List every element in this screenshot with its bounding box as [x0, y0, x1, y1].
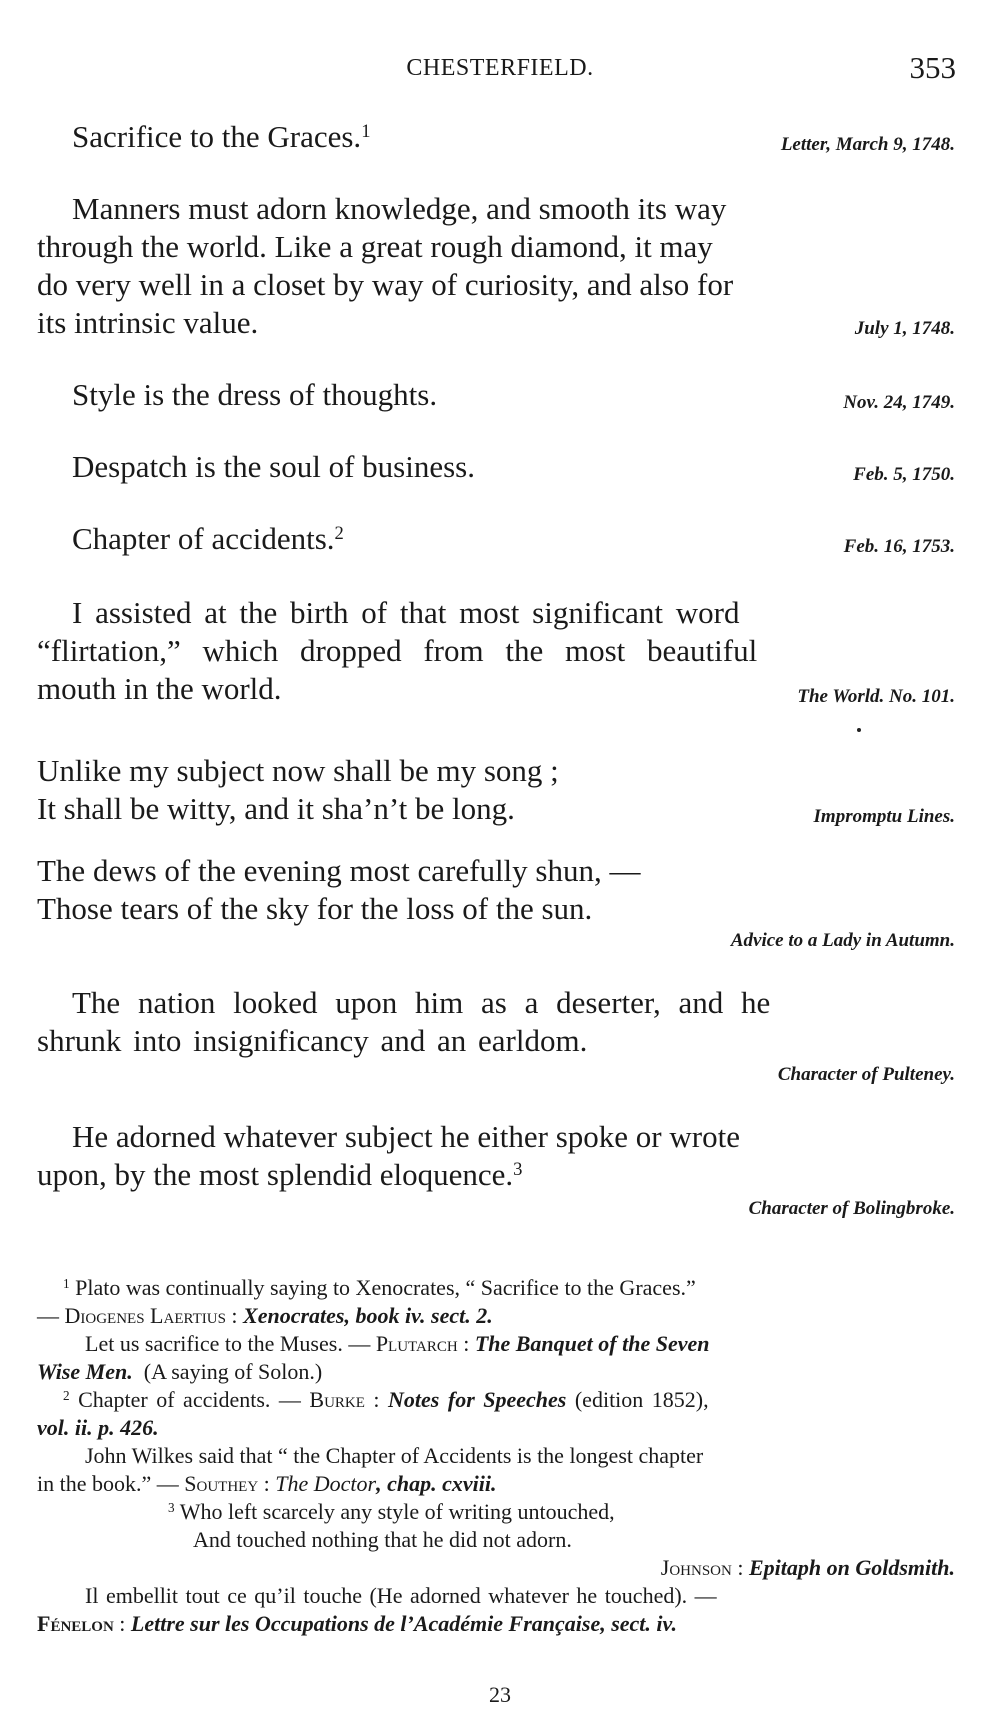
footnote-3b-citation: [37, 1610, 677, 1638]
footnote-ref[interactable]: 3: [513, 1158, 523, 1180]
footnote-mark: 1: [63, 1275, 70, 1291]
footnote-3-citation: [661, 1554, 955, 1582]
quote-line: He adorned whatever subject he either spoke or wrote: [72, 1119, 740, 1154]
colon: :: [731, 1555, 749, 1580]
quote-line: Unlike my subject now shall be my song ;: [37, 753, 559, 788]
footnote-ref[interactable]: 1: [361, 120, 371, 142]
page-number: 353: [909, 50, 956, 85]
colon: :: [457, 1331, 475, 1356]
quote-line: Manners must adorn knowledge, and smooth its way: [72, 191, 727, 226]
colon: :: [225, 1303, 244, 1328]
footnote-3-line2: And touched nothing that he did not adorn.: [193, 1527, 572, 1552]
quote-source: Feb. 5, 1750.: [853, 464, 955, 485]
quote-source: The World. No. 101.: [797, 686, 955, 707]
quote-line: Those tears of the sky for the loss of the sun.: [37, 891, 593, 926]
work-title: The Doctor: [275, 1471, 377, 1496]
header-title: CHESTERFIELD.: [406, 55, 594, 81]
work-title: The Banquet of the Seven: [474, 1331, 710, 1356]
work-title: Xenocrates, book iv. sect. 2.: [243, 1303, 493, 1328]
quote-source: July 1, 1748.: [854, 318, 955, 339]
author: Johnson: [660, 1555, 732, 1580]
quote-source: Advice to a Lady in Autumn.: [730, 930, 955, 951]
quote-source: Feb. 16, 1753.: [843, 536, 955, 557]
footnote-text: Who left scarcely any style of writing untouched,: [179, 1499, 615, 1524]
footnote-2-line: [63, 1386, 709, 1414]
footnote-2b-line: John Wilkes said that “ the Chapter of Accidents is the longest chapter: [85, 1443, 704, 1468]
quote-line: through the world. Like a great rough diamond, it may: [37, 229, 713, 264]
colon: :: [258, 1471, 276, 1496]
footnote-3-line: [168, 1498, 615, 1526]
quote-source: Letter, March 9, 1748.: [780, 134, 955, 155]
work-title: Epitaph on Goldsmith.: [748, 1555, 955, 1580]
footnote-text: in the book.” —: [37, 1471, 179, 1496]
footnote-1b-line: [85, 1330, 709, 1358]
quote-source: Character of Bolingbroke.: [748, 1198, 955, 1219]
chapter: , chap. cxviii.: [376, 1471, 497, 1496]
quote-line: “flirtation,” which dropped from the most beautiful: [37, 633, 758, 668]
author: Southey: [184, 1471, 259, 1496]
quote-line: upon, by the most splendid eloquence.: [37, 1157, 514, 1192]
footnote-3b-line: Il embellit tout ce qu’il touche (He adorned whatever he touched). —: [85, 1583, 717, 1608]
quote-text: [37, 1156, 522, 1194]
quote-source: Nov. 24, 1749.: [843, 392, 955, 413]
quote-text: Despatch is the soul of business.: [72, 449, 475, 484]
footnote-text: (A saying of Solon.): [143, 1359, 323, 1384]
author: Diogenes Laertius: [64, 1303, 226, 1328]
work-title: Wise Men.: [37, 1359, 133, 1384]
footnote-1-line: [63, 1274, 696, 1302]
author: Plutarch: [375, 1331, 458, 1356]
footnote-text: (edition 1852),: [574, 1387, 709, 1412]
quote-line: It shall be witty, and it sha’n’t be long.: [37, 791, 515, 826]
footnote-mark: 3: [168, 1499, 175, 1515]
quote-line: Sacrifice to the Graces.: [72, 119, 362, 154]
work-title: Lettre sur les Occupations de l’Académie Française, sect. iv.: [130, 1611, 677, 1636]
quote-line: Chapter of accidents.: [72, 521, 335, 556]
footnote-2b-line2: [37, 1470, 496, 1498]
stray-dot: [857, 728, 861, 732]
work-title: Notes for Speeches: [388, 1387, 567, 1412]
author: Fénelon: [37, 1611, 114, 1636]
quote-source: Impromptu Lines.: [813, 806, 955, 827]
footnote-text: Chapter of accidents. —: [78, 1387, 301, 1412]
footnote-mark: 2: [63, 1387, 70, 1403]
quote-line: do very well in a closet by way of curiosity, and also for: [37, 267, 734, 302]
quote-text: [72, 520, 344, 558]
footnote-text: Plato was continually saying to Xenocrates, “ Sacrifice to the Graces.”: [75, 1275, 696, 1300]
dash: —: [37, 1303, 59, 1328]
footnote-1b-line2: [37, 1358, 322, 1386]
quote-line: The nation looked upon him as a deserter, and he: [72, 985, 771, 1020]
author: Burke: [309, 1387, 365, 1412]
footnote-2-vol: vol. ii. p. 426.: [37, 1415, 159, 1440]
footnote-text: Let us sacrifice to the Muses. —: [85, 1331, 371, 1356]
signature-mark: 23: [489, 1682, 511, 1707]
quote-line: its intrinsic value.: [37, 305, 259, 340]
quote-line: The dews of the evening most carefully shun, —: [37, 853, 641, 888]
footnote-1-citation: [37, 1302, 493, 1330]
quote-text: [72, 118, 370, 156]
quote-text: Style is the dress of thoughts.: [72, 377, 438, 412]
quote-line: shrunk into insignificancy and an earldom.: [37, 1023, 588, 1058]
colon: :: [113, 1611, 131, 1636]
quote-line: mouth in the world.: [37, 671, 282, 706]
quote-source: Character of Pulteney.: [777, 1064, 955, 1085]
colon: :: [364, 1387, 389, 1412]
footnote-ref[interactable]: 2: [334, 522, 344, 544]
quote-line: I assisted at the birth of that most significant word: [72, 595, 740, 630]
